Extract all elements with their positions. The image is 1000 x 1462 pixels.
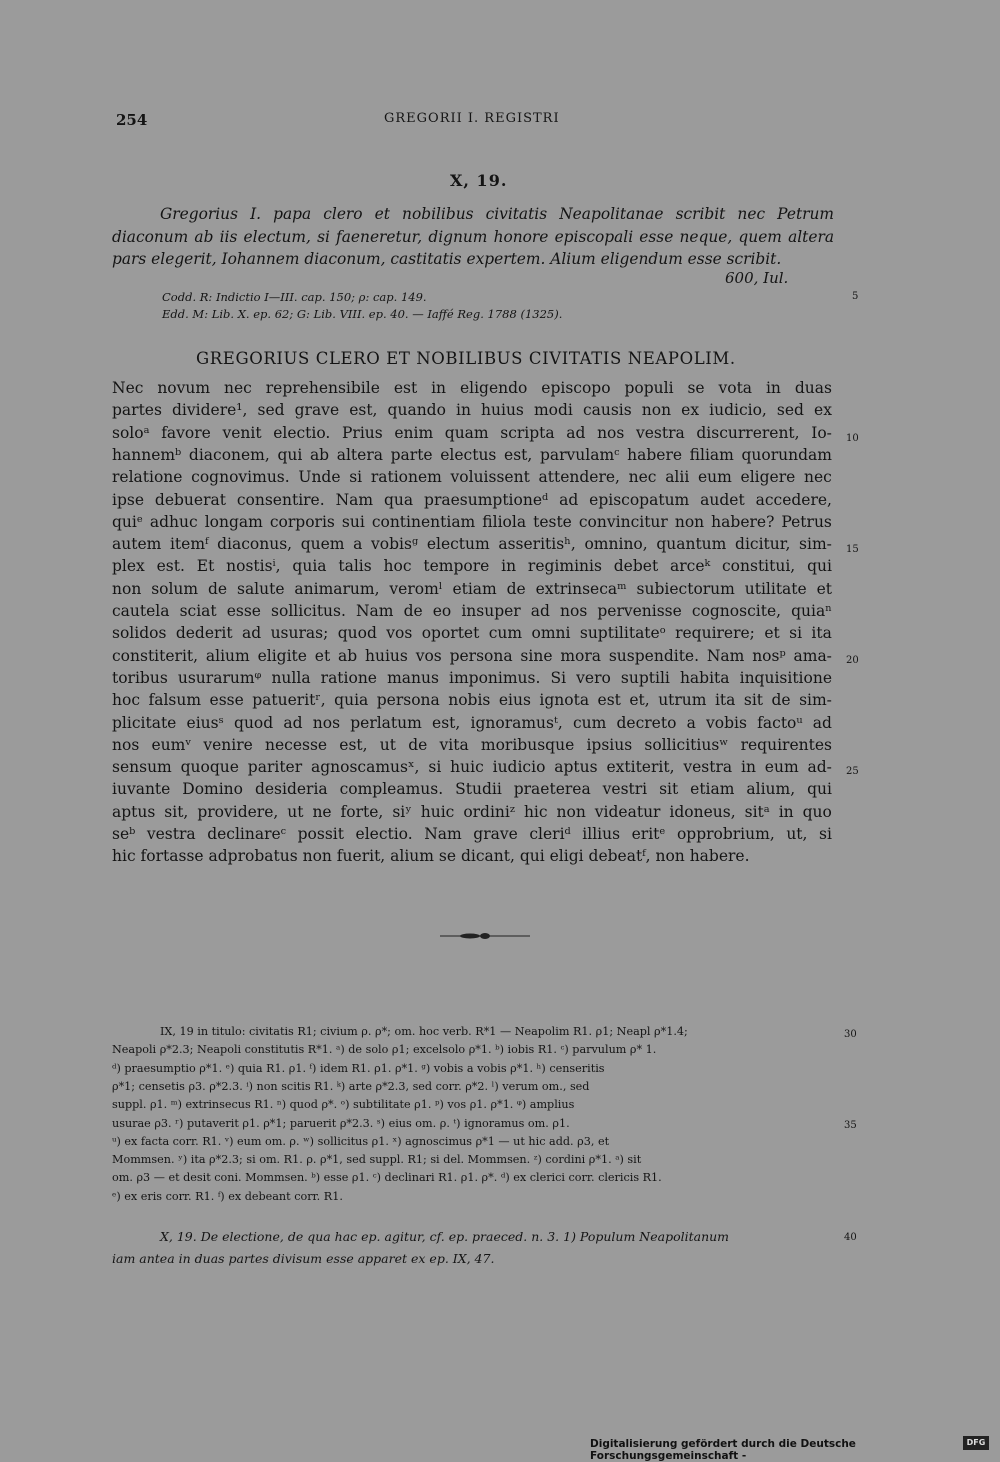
- margin-line-number: 25: [846, 766, 859, 777]
- margin-line-number: 40: [844, 1232, 857, 1243]
- footnote-line: om. ρ3 — et desit coni. Mommsen. ᵇ) esse ρ1. ᶜ) declinari R1. ρ1. ρ*. ᵈ) ex clerici corr. clericis R1.: [112, 1171, 662, 1185]
- body-line: hannemᵇ diaconem, qui ab altera parte electus est, parvulamᶜ habere filiam quorundam: [112, 445, 832, 464]
- margin-line-number: 35: [844, 1120, 857, 1131]
- margin-line-number: 15: [846, 544, 859, 555]
- footnote-line: suppl. ρ1. ᵐ) extrinsecus R1. ⁿ) quod ρ*. ᵒ) subtilitate ρ1. ᵖ) vos ρ1. ρ*1. ᵠ) amplius: [112, 1098, 575, 1112]
- body-line: hoc falsum esse patueritʳ, quia persona nobis eius ignota est et, utrum ita sit de sim-: [112, 691, 832, 710]
- footnote-line: Neapoli ρ*2.3; Neapoli constitutis R*1. ᵃ) de solo ρ1; excelsolo ρ*1. ᵇ) iobis R1. ᶜ) parvulum ρ* 1.: [112, 1043, 657, 1057]
- body-line: ipse debuerat consentire. Nam qua praesumptioneᵈ ad episcopatum audet accedere,: [112, 490, 832, 509]
- footnote-line: usurae ρ3. ʳ) putaverit ρ1. ρ*1; paruerit ρ*2.3. ˢ) eius om. ρ. ᵗ) ignoramus om. ρ1.: [112, 1116, 570, 1130]
- margin-line-number: 5: [852, 291, 859, 302]
- ornament-divider: [440, 930, 530, 942]
- body-line: seᵇ vestra declinareᶜ possit electio. Nam grave cleriᵈ illius eritᵉ opprobrium, ut, si: [112, 825, 832, 843]
- body-line: nos eumᵛ venire necesse est, ut de vita moribusque ipsius sollicitiusʷ requirentes: [112, 735, 832, 754]
- codices-line: Codd. R: Indictio I—III. cap. 150; ρ: cap. 149.: [162, 290, 427, 304]
- dfg-logo: DFG: [963, 1436, 989, 1450]
- running-title: GREGORII I. REGISTRI: [384, 111, 560, 126]
- body-line: toribus usurarumᵠ nulla ratione manus imponimus. Si vero suptili habita inquisitione: [112, 668, 832, 687]
- body-line: constiterit, alium eligite et ab huius vos persona sine mora suspendite. Nam nosᵖ ama-: [112, 646, 832, 665]
- margin-line-number: 20: [846, 655, 859, 666]
- footnote-line: Mommsen. ʸ) ita ρ*2.3; si om. R1. ρ. ρ*1, sed suppl. R1; si del. Mommsen. ᶻ) cordini ρ*1. ᵃ) sit: [112, 1153, 642, 1167]
- margin-line-number: 30: [844, 1029, 857, 1040]
- body-line: solidos dederit ad usuras; quod vos oportet cum omni suptilitateᵒ requirere; et si ita: [112, 624, 832, 643]
- body-line: soloᵃ favore venit electio. Prius enim quam scripta ad nos vestra discurrerent, Io-: [112, 423, 832, 442]
- footnote-line: IX, 19 in titulo: civitatis R1; civium ρ. ρ*; om. hoc verb. R*1 — Neapolim R1. ρ1; Neapl ρ*1.4;: [160, 1025, 688, 1038]
- body-line: plicitate eiusˢ quod ad nos perlatum est, ignoramusᵗ, cum decreto a vobis factoᵘ ad: [112, 713, 832, 732]
- footnote-line: ρ*1; censetis ρ3. ρ*2.3. ⁱ) non scitis R1. ᵏ) arte ρ*2.3, sed corr. ρ*2. ˡ) verum om., sed: [112, 1079, 590, 1093]
- letter-summary: Gregorius I. papa clero et nobilibus civitatis Neapolitanae scribit nec Petrum diaconum ab iis electum, si faeneretur, dignum honore episcopali esse neque, quem altera pars elegerit, Iohannem diaconum, castitatis expertem. Alium eligendum esse scribit.: [112, 205, 834, 268]
- body-line: iuvante Domino desideria compleamus. Studii praeterea vestri sit etiam alium, qui: [112, 780, 832, 799]
- footnote-line: ᵘ) ex facta corr. R1. ᵛ) eum om. ρ. ʷ) sollicitus ρ1. ˣ) agnoscimus ρ*1 — ut hic add. ρ3, et: [112, 1134, 610, 1148]
- body-line: autem itemᶠ diaconus, quem a vobisᵍ electum asseritisʰ, omnino, quantum dicitur, sim-: [112, 535, 832, 554]
- note-line: X, 19. De electione, de qua hac ep. agitur, cf. ep. praeced. n. 3. 1) Populum Neapolitanum: [160, 1229, 730, 1244]
- body-line: Nec novum nec reprehensibile est in eligendo episcopo populi se vota in duas: [112, 379, 832, 397]
- note-line: iam antea in duas partes divisum esse apparet ex ep. IX, 47.: [112, 1251, 495, 1266]
- body-line: aptus sit, providere, ut ne forte, siʸ huic ordiniᶻ hic non videatur idoneus, sitᵃ in quo: [112, 802, 832, 821]
- funding-notice: Digitalisierung gefördert durch die Deutsche Forschungsgemeinschaft -: [590, 1438, 856, 1462]
- body-line: sensum quoque pariter agnoscamusˣ, si huic iudicio aptus extiterit, vestra in eum ad-: [112, 758, 832, 777]
- salutation: GREGORIUS CLERO ET NOBILIBUS CIVITATIS NEAPOLIM.: [196, 349, 736, 368]
- footnote-line: ᵉ) ex eris corr. R1. ᶠ) ex debeant corr. R1.: [112, 1189, 343, 1203]
- body-line: hic fortasse adprobatus non fuerit, alium se dicant, qui eligi debeatᶠ, non habere.: [112, 847, 750, 866]
- body-line: relatione cognovimus. Unde si rationem voluissent attendere, nec alii eum eligere nec: [112, 468, 832, 487]
- body-line: non solum de salute animarum, veromˡ etiam de extrinsecaᵐ subiectorum utilitate et: [112, 579, 832, 598]
- editions-line: Edd. M: Lib. X. ep. 62; G: Lib. VIII. ep. 40. — Iaffé Reg. 1788 (1325).: [162, 307, 563, 321]
- body-line: plex est. Et nostisⁱ, quia talis hoc tempore in regiminis debet arceᵏ constitui, qui: [112, 557, 832, 576]
- body-line: partes dividere¹, sed grave est, quando in huius modi causis non ex iudicio, sed ex: [112, 401, 832, 420]
- body-line: quiᵉ adhuc longam corporis sui continentiam filiola teste convincitur non habere? Petrus: [112, 512, 832, 531]
- body-line: cautela sciat esse sollicitus. Nam de eo insuper ad nos pervenisse cognoscite, quiaⁿ: [112, 602, 832, 620]
- footnote-line: ᵈ) praesumptio ρ*1. ᵉ) quia R1. ρ1. ᶠ) idem R1. ρ1. ρ*1. ᵍ) vobis a vobis ρ*1. ʰ) censeritis: [112, 1061, 605, 1075]
- letter-number: X, 19.: [450, 171, 508, 190]
- page-number: 254: [116, 111, 148, 129]
- letter-date: 600, Iul.: [725, 269, 789, 287]
- margin-line-number: 10: [846, 433, 859, 444]
